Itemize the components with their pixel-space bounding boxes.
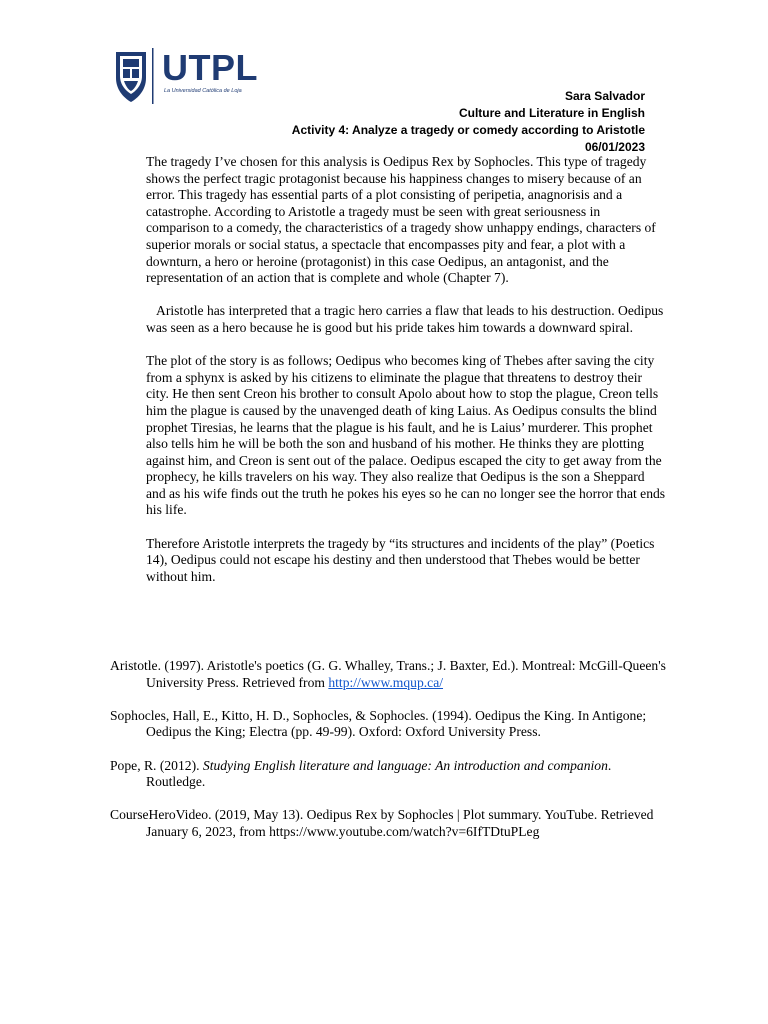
- course-title: Culture and Literature in English: [458, 106, 645, 120]
- reference-link[interactable]: http://www.mqup.ca/: [328, 674, 444, 690]
- reference-text: Aristotle. (1997). Aristotle's poetics (G. G. Whalley, Trans.; J. Baxter, Ed.). Montreal: McGill-Queen's University Press. Retrieved from: [110, 658, 666, 690]
- author-name: Sara Salvador: [564, 89, 645, 103]
- paragraph-1: The tragedy I’ve chosen for this analysis is Oedipus Rex by Sophocles. This type of tragedy shows the perfect tragic protagonist because his happiness changes to misery because of an error. This tragedy has essential parts of a plot consisting of peripetia, anagnorisis and a catastrophe. According to Aristotle a tragedy must be seen with great seriousness in comparison to a comedy, the characteristics of a tragedy show unhappy endings, characters of superior morals or social status, a spectacle that encompasses pity and fear, a plot with a downturn, a hero or heroine (protagonist) in this case Oedipus, an antagonist, and the representation of an action that is complete and whole (Chapter 7).: [146, 154, 656, 286]
- reference-item: [110, 758, 670, 791]
- document-header: [225, 88, 645, 156]
- reference-item: CourseHeroVideo. (2019, May 13). Oedipus Rex by Sophocles | Plot summary. YouTube. Retrieved January 6, 2023, from https://www.youtube.com/watch?v=6IfTDtuPLeg: [110, 807, 654, 839]
- logo-tagline: La Universidad Católica de Loja: [164, 88, 242, 94]
- references-list: [110, 658, 670, 857]
- document-date: 06/01/2023: [584, 140, 645, 154]
- reference-book-title: Studying English literature and language: An introduction and companion: [202, 757, 608, 773]
- reference-item: Sophocles, Hall, E., Kitto, H. D., Sophocles, & Sophocles. (1994). Oedipus the King. In Antigone; Oedipus the King; Electra (pp. 49-99). Oxford: Oxford University Press.: [110, 707, 647, 740]
- essay-body: [146, 154, 666, 602]
- reference-item: [110, 658, 670, 691]
- paragraph-3: The plot of the story is as follows; Oedipus who becomes king of Thebes after saving the city from a sphynx is asked by his citizens to eliminate the plague that threatens to destroy their city. He then sent Creon his brother to consult Apolo about how to stop the plague, Creon tells him the plague is caused by the unavenged death of king Laius. As Oedipus consults the blind prophet Tiresias, he learns that the plague is his fault, and he is Laius’ murderer. This prophet also tells him he will be both the son and husband of his mother. He thinks they are plotting against him, and Creon is sent out of the palace. Oedipus escaped the city to get away from the prophecy, he kills travelers on his way. They also realize that Oedipus is the son a Sheppard and as his wife finds out the truth he pokes his eyes so he can no longer see the horror that ends his life.: [146, 353, 666, 518]
- activity-title: Activity 4: Analyze a tragedy or comedy according to Aristotle: [291, 123, 645, 137]
- logo-name: UTPL: [162, 47, 258, 88]
- paragraph-4: Therefore Aristotle interprets the tragedy by “its structures and incidents of the play” (Poetics 14), Oedipus could not escape his destiny and then understood that Thebes would be better without him.: [146, 535, 655, 584]
- reference-publisher: . Routledge.: [146, 757, 612, 790]
- reference-author: Pope, R. (2012).: [110, 757, 203, 773]
- paragraph-2: Aristotle has interpreted that a tragic hero carries a flaw that leads to his destruction. Oedipus was seen as a hero because he is good but his pride takes him towards a downward spiral.: [146, 303, 664, 335]
